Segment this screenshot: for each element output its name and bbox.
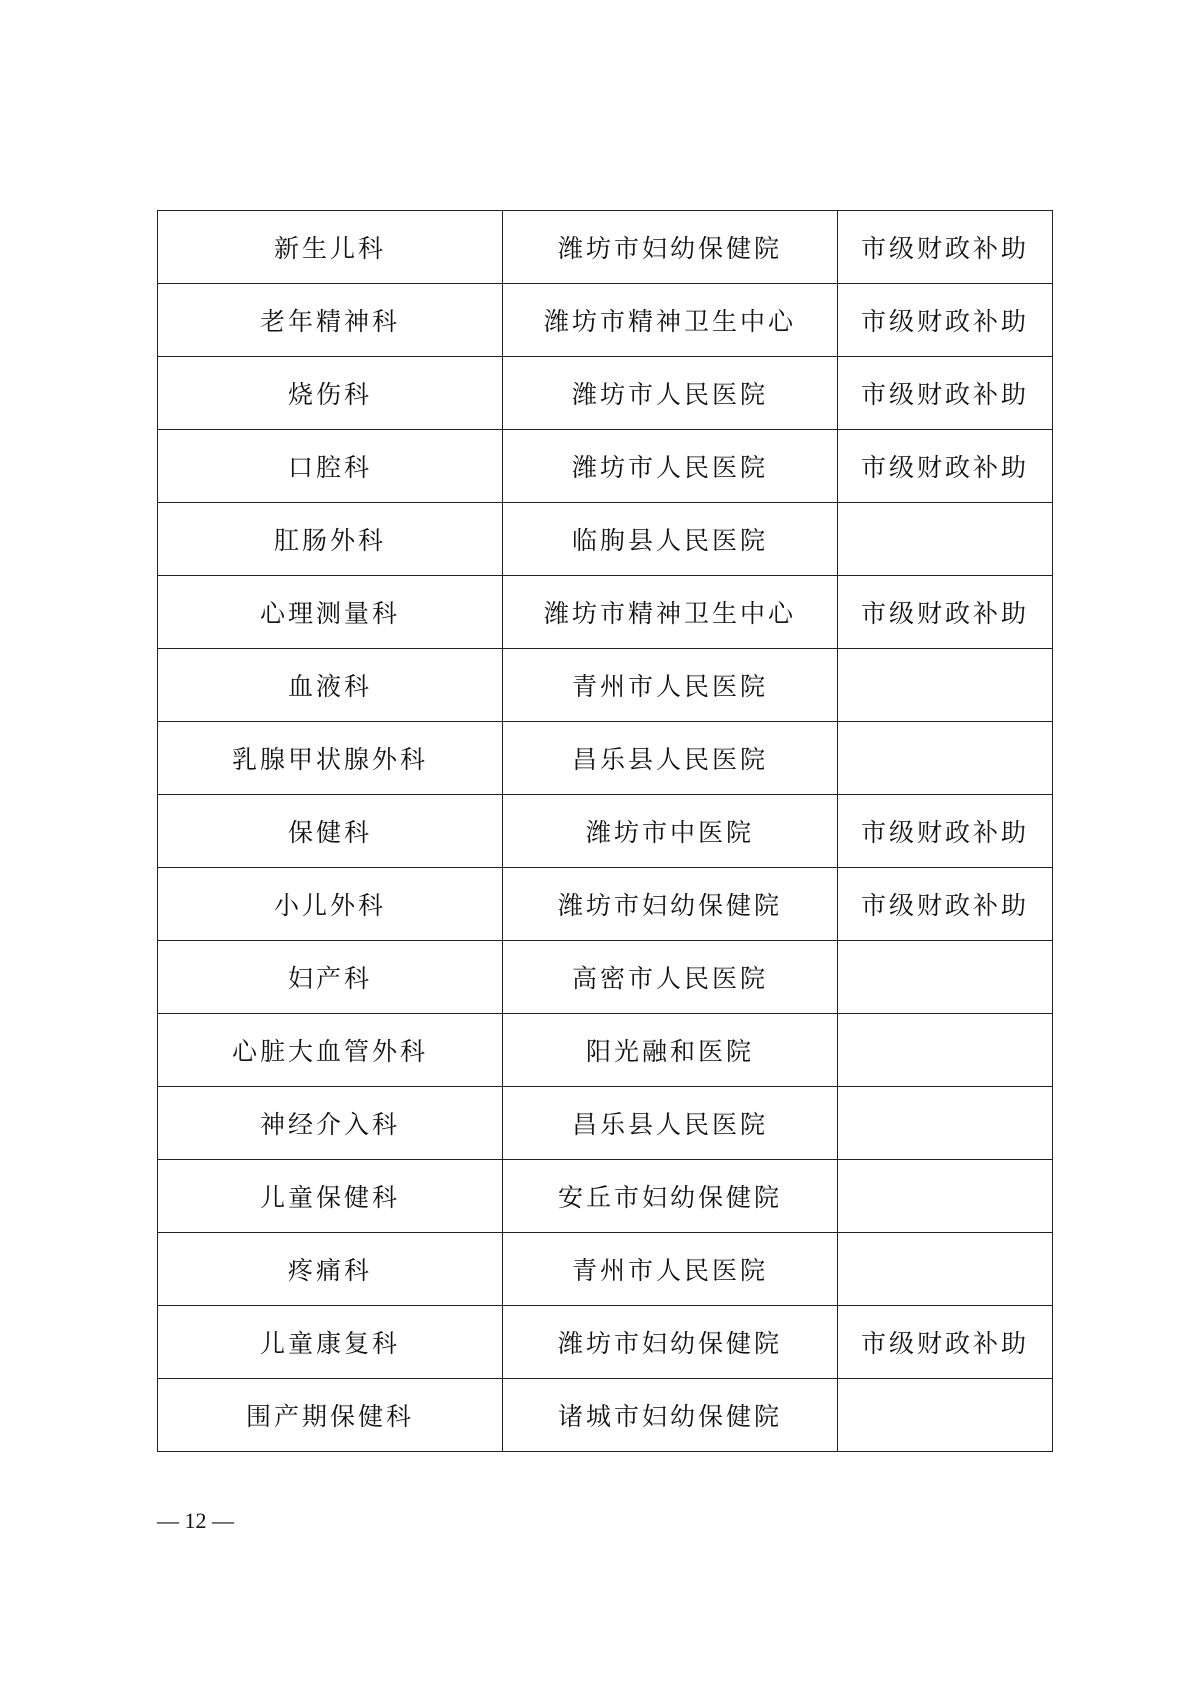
department-cell: 口腔科 [158, 430, 503, 503]
department-cell: 烧伤科 [158, 357, 503, 430]
funding-cell [838, 1379, 1053, 1452]
table-row [158, 1087, 1053, 1160]
department-cell: 儿童康复科 [158, 1306, 503, 1379]
department-cell: 血液科 [158, 649, 503, 722]
table-row [158, 284, 1053, 357]
department-cell: 儿童保健科 [158, 1160, 503, 1233]
hospital-cell: 安丘市妇幼保健院 [503, 1160, 838, 1233]
hospital-cell: 潍坊市人民医院 [503, 430, 838, 503]
department-cell: 围产期保健科 [158, 1379, 503, 1452]
hospital-cell: 潍坊市妇幼保健院 [503, 1306, 838, 1379]
department-cell: 小儿外科 [158, 868, 503, 941]
department-cell: 心理测量科 [158, 576, 503, 649]
hospital-cell: 潍坊市精神卫生中心 [503, 576, 838, 649]
hospital-cell: 昌乐县人民医院 [503, 722, 838, 795]
table-row [158, 357, 1053, 430]
department-cell: 肛肠外科 [158, 503, 503, 576]
department-cell: 妇产科 [158, 941, 503, 1014]
funding-cell [838, 1160, 1053, 1233]
table-row [158, 576, 1053, 649]
table-row [158, 211, 1053, 284]
hospital-cell: 临朐县人民医院 [503, 503, 838, 576]
funding-cell: 市级财政补助 [838, 430, 1053, 503]
table-row [158, 1306, 1053, 1379]
funding-cell [838, 649, 1053, 722]
table-row [158, 868, 1053, 941]
funding-cell: 市级财政补助 [838, 576, 1053, 649]
table-row [158, 430, 1053, 503]
hospital-cell: 阳光融和医院 [503, 1014, 838, 1087]
funding-cell: 市级财政补助 [838, 284, 1053, 357]
department-cell: 保健科 [158, 795, 503, 868]
department-cell: 神经介入科 [158, 1087, 503, 1160]
funding-cell [838, 941, 1053, 1014]
hospital-cell: 潍坊市妇幼保健院 [503, 868, 838, 941]
funding-cell: 市级财政补助 [838, 1306, 1053, 1379]
hospital-cell: 青州市人民医院 [503, 1233, 838, 1306]
funding-cell [838, 722, 1053, 795]
page-number: — 12 — [157, 1508, 234, 1533]
specialty-table [157, 210, 1053, 1452]
funding-cell: 市级财政补助 [838, 357, 1053, 430]
funding-cell [838, 503, 1053, 576]
hospital-cell: 高密市人民医院 [503, 941, 838, 1014]
hospital-cell: 潍坊市精神卫生中心 [503, 284, 838, 357]
funding-cell: 市级财政补助 [838, 795, 1053, 868]
hospital-cell: 青州市人民医院 [503, 649, 838, 722]
hospital-cell: 昌乐县人民医院 [503, 1087, 838, 1160]
table-row [158, 941, 1053, 1014]
table-row [158, 1233, 1053, 1306]
hospital-cell: 潍坊市妇幼保健院 [503, 211, 838, 284]
table-row [158, 795, 1053, 868]
funding-cell: 市级财政补助 [838, 868, 1053, 941]
department-cell: 疼痛科 [158, 1233, 503, 1306]
table-row [158, 1160, 1053, 1233]
funding-cell: 市级财政补助 [838, 211, 1053, 284]
hospital-cell: 诸城市妇幼保健院 [503, 1379, 838, 1452]
funding-cell [838, 1233, 1053, 1306]
department-cell: 心脏大血管外科 [158, 1014, 503, 1087]
funding-cell [838, 1087, 1053, 1160]
hospital-cell: 潍坊市中医院 [503, 795, 838, 868]
department-cell: 乳腺甲状腺外科 [158, 722, 503, 795]
hospital-cell: 潍坊市人民医院 [503, 357, 838, 430]
table-row [158, 722, 1053, 795]
funding-cell [838, 1014, 1053, 1087]
department-cell: 老年精神科 [158, 284, 503, 357]
table-row [158, 1379, 1053, 1452]
department-cell: 新生儿科 [158, 211, 503, 284]
table-row [158, 503, 1053, 576]
table-row [158, 649, 1053, 722]
table-row [158, 1014, 1053, 1087]
